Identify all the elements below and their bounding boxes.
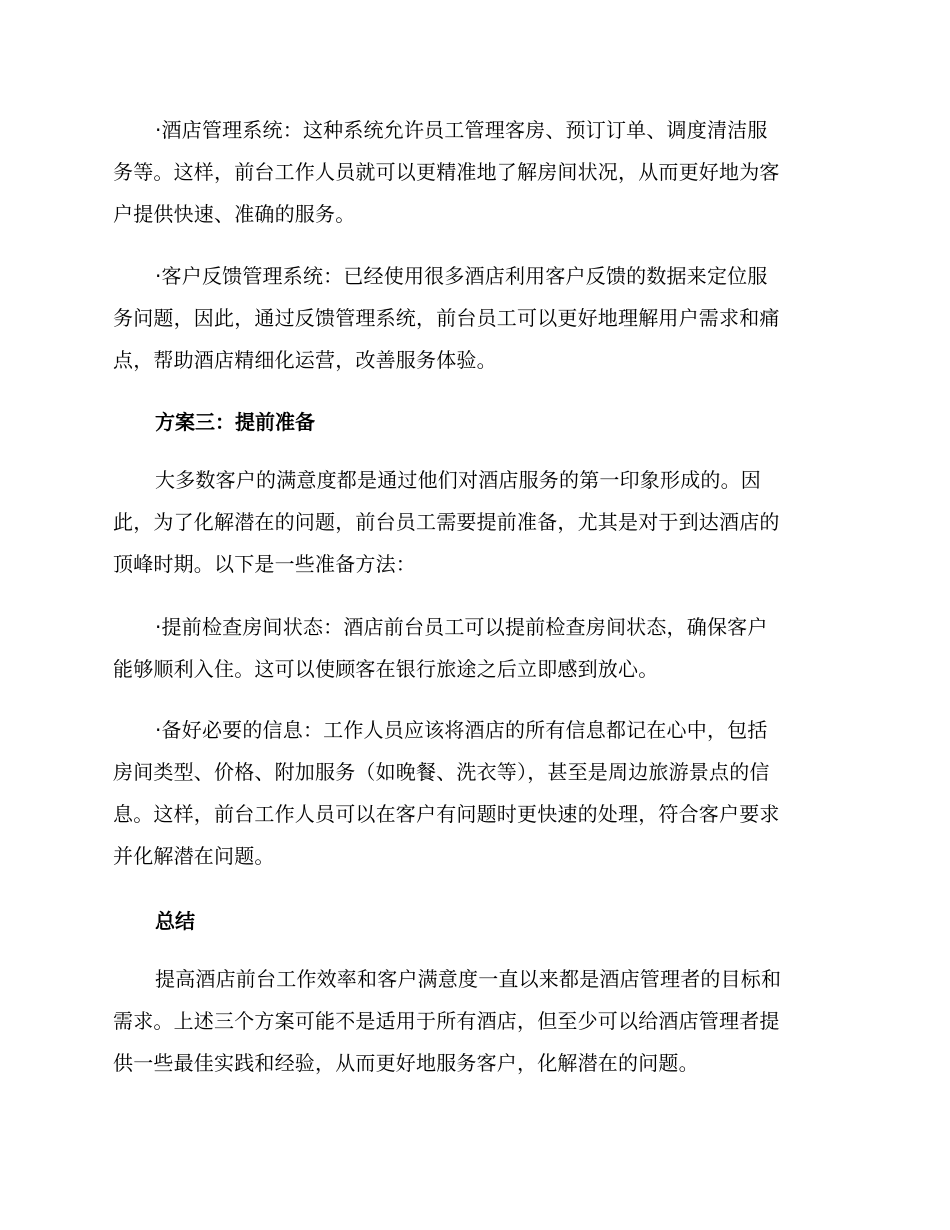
paragraph-check-room-status: [113, 606, 843, 690]
paragraph-line: 顶峰时期。以下是一些准备方法：: [113, 552, 416, 576]
section-heading-plan-three: 方案三：提前准备: [155, 410, 315, 434]
paragraph-line: 点，帮助酒店精细化运营，改善服务体验。: [113, 348, 497, 372]
paragraph-line: 息。这样，前台工作人员可以在客户有问题时更快速的处理，符合客户要求: [113, 802, 780, 826]
paragraph-line: 能够顺利入住。这可以使顾客在银行旅途之后立即感到放心。: [113, 657, 659, 681]
section-heading-summary: 总结: [155, 909, 195, 933]
paragraph-line: 需求。上述三个方案可能不是适用于所有酒店，但至少可以给酒店管理者提: [113, 1009, 780, 1033]
paragraph-line: ·备好必要的信息：工作人员应该将酒店的所有信息都记在心中，包括: [155, 718, 768, 742]
paragraph-prepare-information: [113, 709, 843, 877]
paragraph-line: 务等。这样，前台工作人员就可以更精准地了解房间状况，从而更好地为客: [113, 160, 780, 184]
paragraph-line: 房间类型、价格、附加服务（如晚餐、洗衣等），甚至是周边旅游景点的信: [113, 760, 770, 784]
paragraph-plan-three-intro: [113, 459, 843, 585]
paragraph-line: 此，为了化解潜在的问题，前台员工需要提前准备，尤其是对于到达酒店的: [113, 510, 780, 534]
paragraph-line: 户提供快速、准确的服务。: [113, 202, 356, 226]
paragraph-line: 务问题，因此，通过反馈管理系统，前台员工可以更好地理解用户需求和痛: [113, 306, 780, 330]
paragraph-feedback-system: [113, 255, 843, 381]
paragraph-line: 供一些最佳实践和经验，从而更好地服务客户，化解潜在的问题。: [113, 1051, 699, 1075]
paragraph-line: 大多数客户的满意度都是通过他们对酒店服务的第一印象形成的。因: [155, 468, 761, 492]
paragraph-line: 并化解潜在问题。: [113, 844, 275, 868]
paragraph-hotel-management-system: [113, 109, 843, 235]
paragraph-summary: [113, 958, 843, 1084]
paragraph-line: ·提前检查房间状态：酒店前台员工可以提前检查房间状态，确保客户: [155, 615, 768, 639]
paragraph-line: 提高酒店前台工作效率和客户满意度一直以来都是酒店管理者的目标和: [155, 967, 782, 991]
paragraph-line: ·酒店管理系统：这种系统允许员工管理客房、预订订单、调度清洁服: [155, 118, 768, 142]
paragraph-line: ·客户反馈管理系统：已经使用很多酒店利用客户反馈的数据来定位服: [155, 264, 768, 288]
